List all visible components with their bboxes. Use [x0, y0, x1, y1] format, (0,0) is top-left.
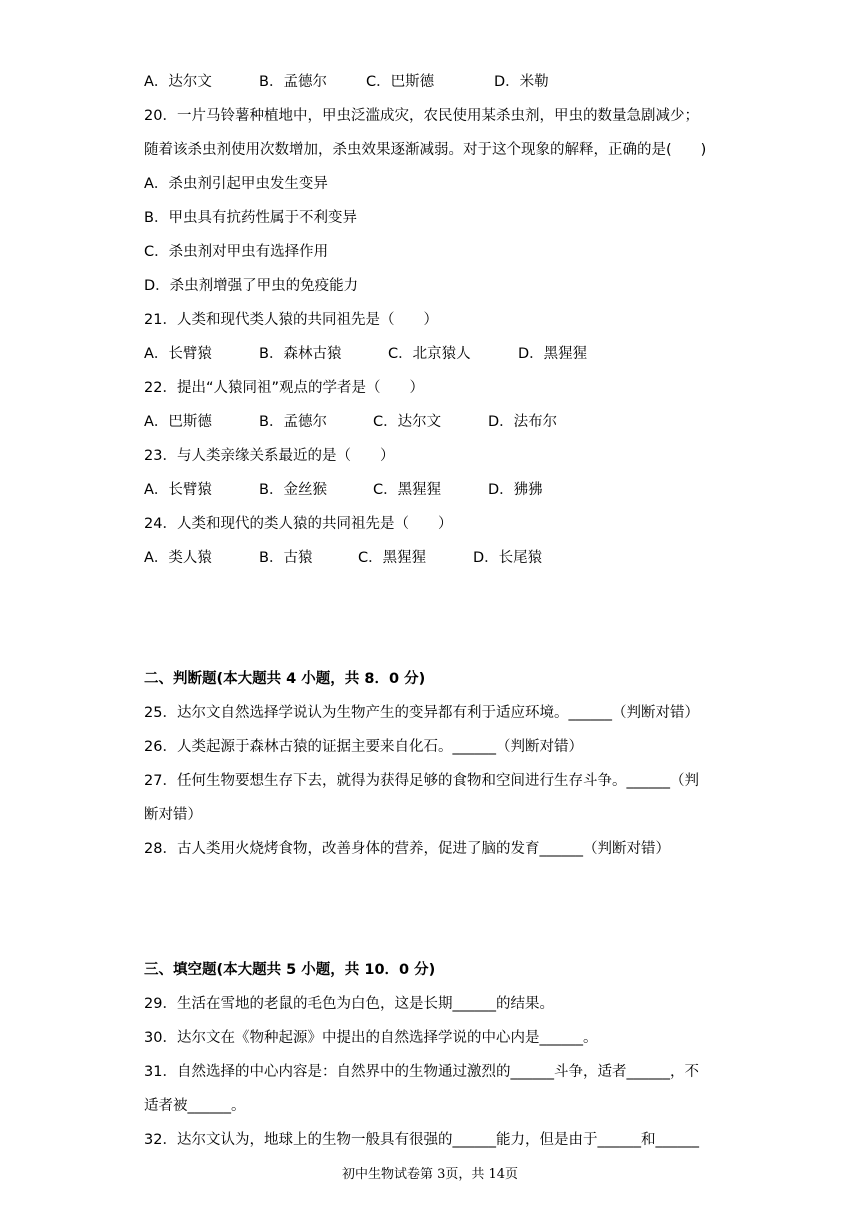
q19-option-d: D．米勒: [494, 74, 549, 90]
q24-option-c: C．黑猩猩: [358, 550, 427, 566]
q22-stem: 22．提出“人猿同祖”观点的学者是（ ）: [144, 380, 424, 396]
q24-option-a: A．类人猿: [144, 550, 212, 566]
q31-line2: 适者被______。: [144, 1098, 246, 1114]
page-footer: 初中生物试卷第 3页，共 14页: [341, 1167, 519, 1182]
q21-stem: 21．人类和现代类人猿的共同祖先是（ ）: [144, 312, 438, 328]
q26: 26．人类起源于森林古猿的证据主要来自化石。______（判断对错）: [144, 739, 583, 755]
q23-option-a: A．长臂猿: [144, 482, 212, 498]
q20-option-a: A．杀虫剂引起甲虫发生变异: [144, 176, 328, 192]
section-judgment-title: 二、判断题(本大题共 4 小题，共 8．0 分): [144, 671, 426, 687]
q19-option-a: A．达尔文: [144, 74, 212, 90]
q30: 30．达尔文在《物种起源》中提出的自然选择学说的中心内是______。: [144, 1030, 598, 1046]
q32: 32．达尔文认为，地球上的生物一般具有很强的______能力，但是由于______和______: [144, 1132, 699, 1148]
q23-option-b: B．金丝猴: [259, 482, 327, 498]
q21-option-a: A．长臂猿: [144, 346, 212, 362]
q21-option-c: C．北京猿人: [388, 346, 471, 362]
q27-line1: 27．任何生物要想生存下去，就得为获得足够的食物和空间进行生存斗争。______（判: [144, 773, 699, 789]
q19-option-b: B．孟德尔: [259, 74, 327, 90]
q31-line1: 31．自然选择的中心内容是：自然界中的生物通过激烈的______斗争，适者______，不: [144, 1064, 699, 1080]
q28: 28．古人类用火烧烤食物，改善身体的营养，促进了脑的发育______（判断对错）: [144, 841, 670, 857]
q22-option-b: B．孟德尔: [259, 414, 327, 430]
q21-option-d: D．黑猩猩: [518, 346, 588, 362]
q27-line2: 断对错）: [144, 807, 202, 823]
q19-option-c: C．巴斯德: [366, 74, 435, 90]
section-fill-blank-title: 三、填空题(本大题共 5 小题，共 10．0 分): [144, 962, 436, 978]
q24-option-d: D．长尾猿: [473, 550, 543, 566]
q23-stem: 23．与人类亲缘关系最近的是（ ）: [144, 448, 395, 464]
q20-option-c: C．杀虫剂对甲虫有选择作用: [144, 244, 329, 260]
q22-option-a: A．巴斯德: [144, 414, 212, 430]
q22-option-c: C．达尔文: [373, 414, 442, 430]
q23-option-c: C．黑猩猩: [373, 482, 442, 498]
q20-option-b: B．甲虫具有抗药性属于不利变异: [144, 210, 357, 226]
q24-stem: 24．人类和现代的类人猿的共同祖先是（ ）: [144, 516, 453, 532]
q29: 29．生活在雪地的老鼠的毛色为白色，这是长期______的结果。: [144, 996, 554, 1012]
q24-option-b: B．古猿: [259, 550, 313, 566]
q23-option-d: D．狒狒: [488, 482, 543, 498]
q21-option-b: B．森林古猿: [259, 346, 342, 362]
q20-stem-line1: 20．一片马铃薯种植地中，甲虫泛滥成灾，农民使用某杀虫剂，甲虫的数量急剧减少；: [144, 108, 699, 124]
q20-stem-line2: 随着该杀虫剂使用次数增加，杀虫效果逐渐减弱。对于这个现象的解释，正确的是( ): [144, 142, 707, 158]
q25: 25．达尔文自然选择学说认为生物产生的变异都有利于适应环境。______（判断对错）: [144, 705, 699, 721]
q22-option-d: D．法布尔: [488, 414, 558, 430]
q20-option-d: D．杀虫剂增强了甲虫的免疫能力: [144, 278, 359, 294]
